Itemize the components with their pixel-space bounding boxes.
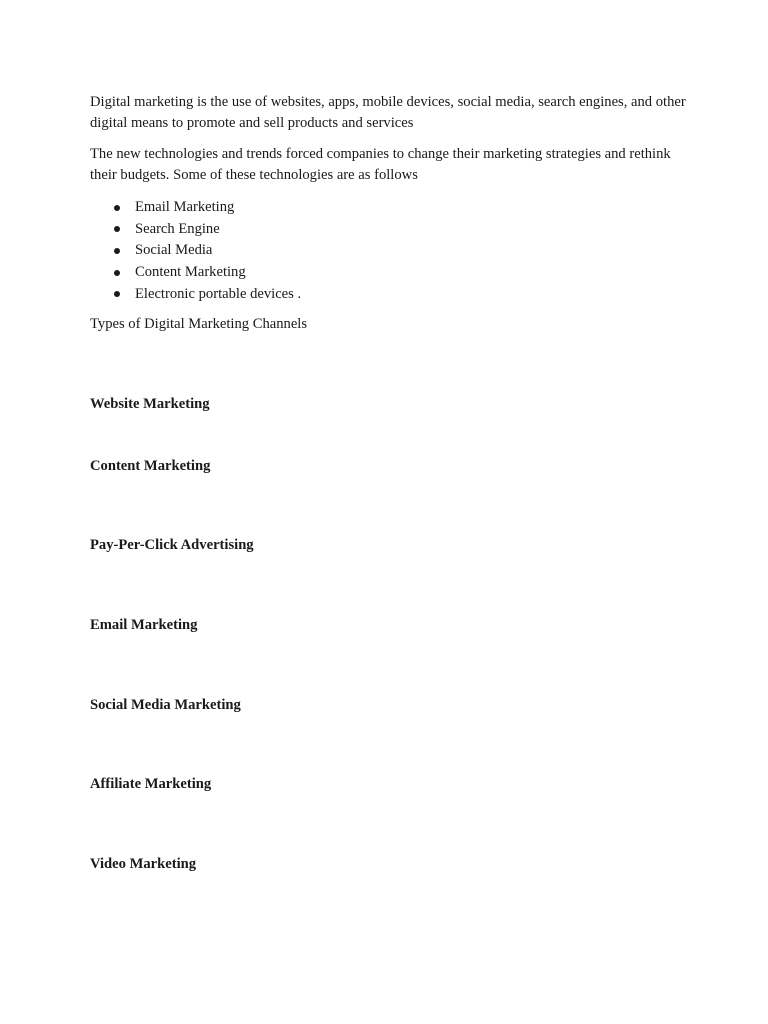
list-item — [90, 219, 301, 241]
bullet-icon — [114, 226, 120, 232]
heading-content-marketing: Content Marketing — [90, 458, 211, 474]
heading-social-media-marketing: Social Media Marketing — [90, 697, 241, 713]
list-item-label: Search Engine — [135, 220, 220, 237]
list-item — [90, 262, 301, 284]
heading-pay-per-click-advertising: Pay-Per-Click Advertising — [90, 537, 254, 553]
list-item-label: Content Marketing — [135, 264, 246, 281]
bullet-icon — [114, 270, 120, 276]
heading-website-marketing: Website Marketing — [90, 396, 210, 412]
list-item-label: Email Marketing — [135, 199, 235, 215]
list-item — [90, 197, 301, 219]
technologies-paragraph: The new technologies and trends forced companies to change their marketing strategies and rethink their budgets. Some of these technologies are as follows — [90, 146, 671, 183]
bullet-icon — [114, 291, 120, 297]
heading-video-marketing: Video Marketing — [90, 856, 197, 872]
list-item-label: Social Media — [135, 242, 213, 259]
list-item — [90, 284, 301, 306]
list-item-label: Electronic portable devices . — [135, 285, 302, 302]
list-item — [90, 240, 301, 262]
bullet-icon — [114, 248, 120, 254]
heading-email-marketing: Email Marketing — [90, 617, 198, 633]
intro-paragraph: Digital marketing is the use of websites, apps, mobile devices, social media, search engines, and other digital means to promote and sell products and services — [90, 94, 686, 131]
heading-affiliate-marketing: Affiliate Marketing — [90, 776, 212, 792]
bullet-icon — [114, 205, 120, 211]
channels-intro: Types of Digital Marketing Channels — [90, 316, 308, 332]
technologies-list — [90, 197, 301, 305]
